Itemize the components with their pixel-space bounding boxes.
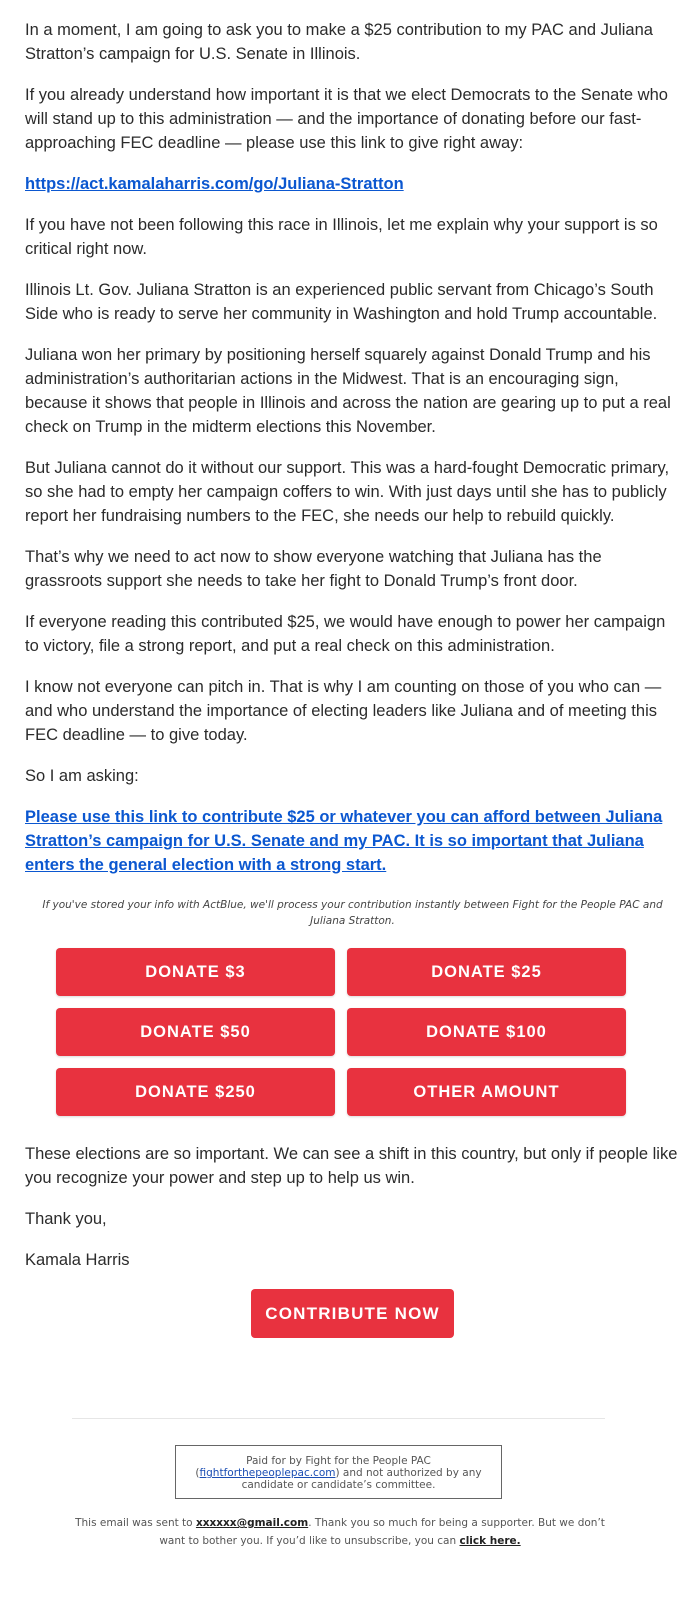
sent-to-prefix: This email was sent to: [75, 1517, 196, 1529]
paragraph: Juliana won her primary by positioning herself squarely against Donald Trump and his administration’s authoritarian actions in the Midwest. That is an encouraging sign, because it shows that people in Illinois and across the nation are gearing up to put a real check on Trump in the midterm elections this November.: [25, 346, 671, 436]
paid-for-disclaimer: [175, 1445, 502, 1499]
paid-for-line1: Paid for by Fight for the People PAC: [246, 1455, 431, 1467]
paid-for-rest: ) and not authorized by any candidate or candidate’s committee.: [241, 1467, 482, 1491]
other-amount-button[interactable]: OTHER AMOUNT: [347, 1068, 626, 1116]
pac-website-link[interactable]: fightforthepeoplepac.com: [199, 1467, 336, 1479]
paragraph: If everyone reading this contributed $25, we would have enough to power her campaign to victory, file a strong report, and put a real check on this administration.: [25, 613, 666, 655]
donate-250-button[interactable]: DONATE $250: [56, 1068, 335, 1116]
paragraph: I know not everyone can pitch in. That is why I am counting on those of you who can — and who understand the importance of electing leaders like Juliana and of meeting this FEC deadline — to give today.: [25, 678, 662, 744]
paragraph: If you have not been following this race in Illinois, let me explain why your support is so critical right now.: [25, 216, 658, 258]
sign-off: Thank you,: [25, 1210, 107, 1228]
contribute-cta-link[interactable]: Please use this link to contribute $25 or whatever you can afford between Juliana Stratton’s campaign for U.S. Senate and my PAC. It is so important that Juliana enters the general election with a strong start.: [25, 808, 663, 874]
email-footer: [70, 1514, 610, 1550]
signature-name: Kamala Harris: [25, 1251, 130, 1269]
sent-to-suffix: . Thank you so much for being a supporter. But we don’t want to bother you. If you’d like to unsubscribe, you can: [159, 1517, 605, 1547]
footer-divider: [72, 1418, 605, 1419]
actblue-note: If you've stored your info with ActBlue, we'll process your contribution instantly between Fight for the People PAC and Juliana Stratton.: [42, 899, 663, 927]
donation-url-link[interactable]: https://act.kamalaharris.com/go/Juliana-Stratton: [25, 175, 404, 193]
contribute-now-wrapper: [25, 1289, 680, 1338]
paragraph: So I am asking:: [25, 767, 139, 785]
donate-3-button[interactable]: DONATE $3: [56, 948, 335, 996]
email-body: [25, 18, 680, 1338]
donate-50-button[interactable]: DONATE $50: [56, 1008, 335, 1056]
donate-25-button[interactable]: DONATE $25: [347, 948, 626, 996]
paid-for-paren-open: (: [195, 1467, 200, 1479]
donate-button-grid: [56, 948, 680, 1116]
contribute-now-button[interactable]: CONTRIBUTE NOW: [251, 1289, 454, 1338]
paragraph: But Juliana cannot do it without our support. This was a hard-fought Democratic primary, so she had to empty her campaign coffers to win. With just days until she has to publicly report her fundraising numbers to the FEC, she needs our help to rebuild quickly.: [25, 459, 670, 525]
donate-100-button[interactable]: DONATE $100: [347, 1008, 626, 1056]
paragraph: In a moment, I am going to ask you to make a $25 contribution to my PAC and Juliana Stratton’s campaign for U.S. Senate in Illinois.: [25, 21, 653, 63]
unsubscribe-link[interactable]: click here.: [459, 1535, 521, 1547]
paragraph: These elections are so important. We can see a shift in this country, but only if people like you recognize your power and step up to help us win.: [25, 1145, 678, 1187]
recipient-email: xxxxxx@gmail.com: [195, 1517, 309, 1529]
paragraph: If you already understand how important it is that we elect Democrats to the Senate who will stand up to this administration — and the importance of donating before our fast-approaching FEC deadline — please use this link to give right away:: [25, 86, 668, 152]
paragraph: Illinois Lt. Gov. Juliana Stratton is an experienced public servant from Chicago’s South Side who is ready to serve her community in Washington and hold Trump accountable.: [25, 281, 658, 323]
paragraph: That’s why we need to act now to show everyone watching that Juliana has the grassroots support she needs to take her fight to Donald Trump’s front door.: [25, 548, 602, 590]
